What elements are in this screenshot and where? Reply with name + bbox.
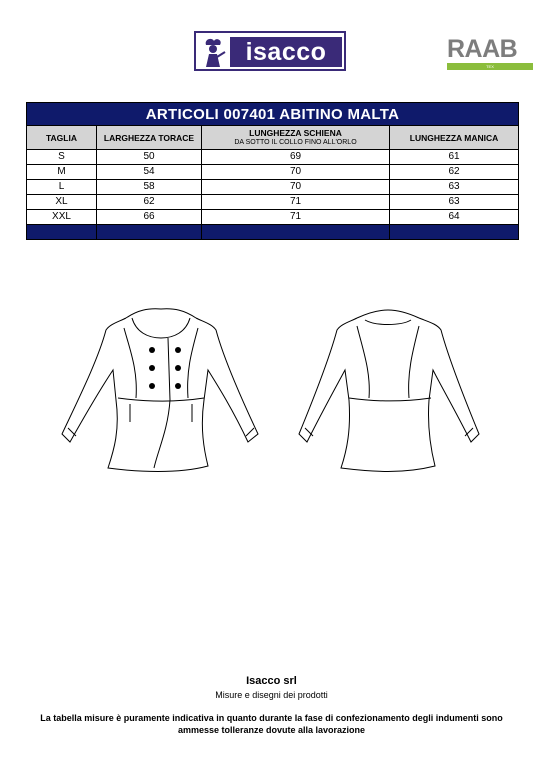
cell-schiena: 71 [202, 210, 390, 225]
cell-manica: 64 [390, 210, 519, 225]
cell-schiena: 71 [202, 195, 390, 210]
cell-taglia: S [27, 150, 97, 165]
cell-torace: 58 [97, 180, 202, 195]
table-title: ARTICOLI 007401 ABITINO MALTA [27, 103, 519, 126]
header-schiena [202, 126, 390, 150]
cell-torace: 62 [97, 195, 202, 210]
chef-figure-icon [198, 35, 228, 67]
cell-torace: 50 [97, 150, 202, 165]
table-row [27, 195, 519, 210]
footer-cell [390, 225, 519, 240]
cell-taglia: XXL [27, 210, 97, 225]
cell-schiena: 70 [202, 165, 390, 180]
garment-front-drawing [58, 300, 264, 480]
table-row [27, 180, 519, 195]
header-schiena-label: LUNGHEZZA SCHIENA [249, 127, 342, 138]
raab-logo-text: RAAB [447, 35, 518, 63]
cell-taglia: XL [27, 195, 97, 210]
footer-cell [97, 225, 202, 240]
isacco-logo [194, 31, 346, 71]
header-torace: LARGHEZZA TORACE [97, 126, 202, 150]
footer-cell [202, 225, 390, 240]
size-table [26, 102, 519, 240]
cell-manica: 63 [390, 195, 519, 210]
cell-taglia: L [27, 180, 97, 195]
company-subtitle: Misure e disegni dei prodotti [215, 690, 328, 700]
cell-taglia: M [27, 165, 97, 180]
footer-cell [27, 225, 97, 240]
table-row [27, 165, 519, 180]
garment-back-drawing [295, 300, 481, 480]
cell-schiena: 69 [202, 150, 390, 165]
company-name: Isacco srl [246, 675, 297, 687]
cell-manica: 61 [390, 150, 519, 165]
table-footer-row [27, 225, 519, 240]
cell-torace: 66 [97, 210, 202, 225]
cell-manica: 63 [390, 180, 519, 195]
cell-torace: 54 [97, 165, 202, 180]
table-row [27, 150, 519, 165]
isacco-logo-text: isacco [230, 37, 342, 67]
table-row [27, 210, 519, 225]
disclaimer-text: La tabella misure è puramente indicativa in quanto durante la fase di confezionamento degli indumenti sono ammesse tolleranze dovute alla lavorazione [40, 713, 503, 735]
cell-schiena: 70 [202, 180, 390, 195]
header-taglia: TAGLIA [27, 126, 97, 150]
raab-logo [447, 37, 533, 71]
header-schiena-sub: DA SOTTO IL COLLO FINO ALL'ORLO [234, 138, 357, 146]
cell-manica: 62 [390, 165, 519, 180]
raab-logo-tagline: TEX [447, 63, 533, 70]
header-manica: LUNGHEZZA MANICA [390, 126, 519, 150]
